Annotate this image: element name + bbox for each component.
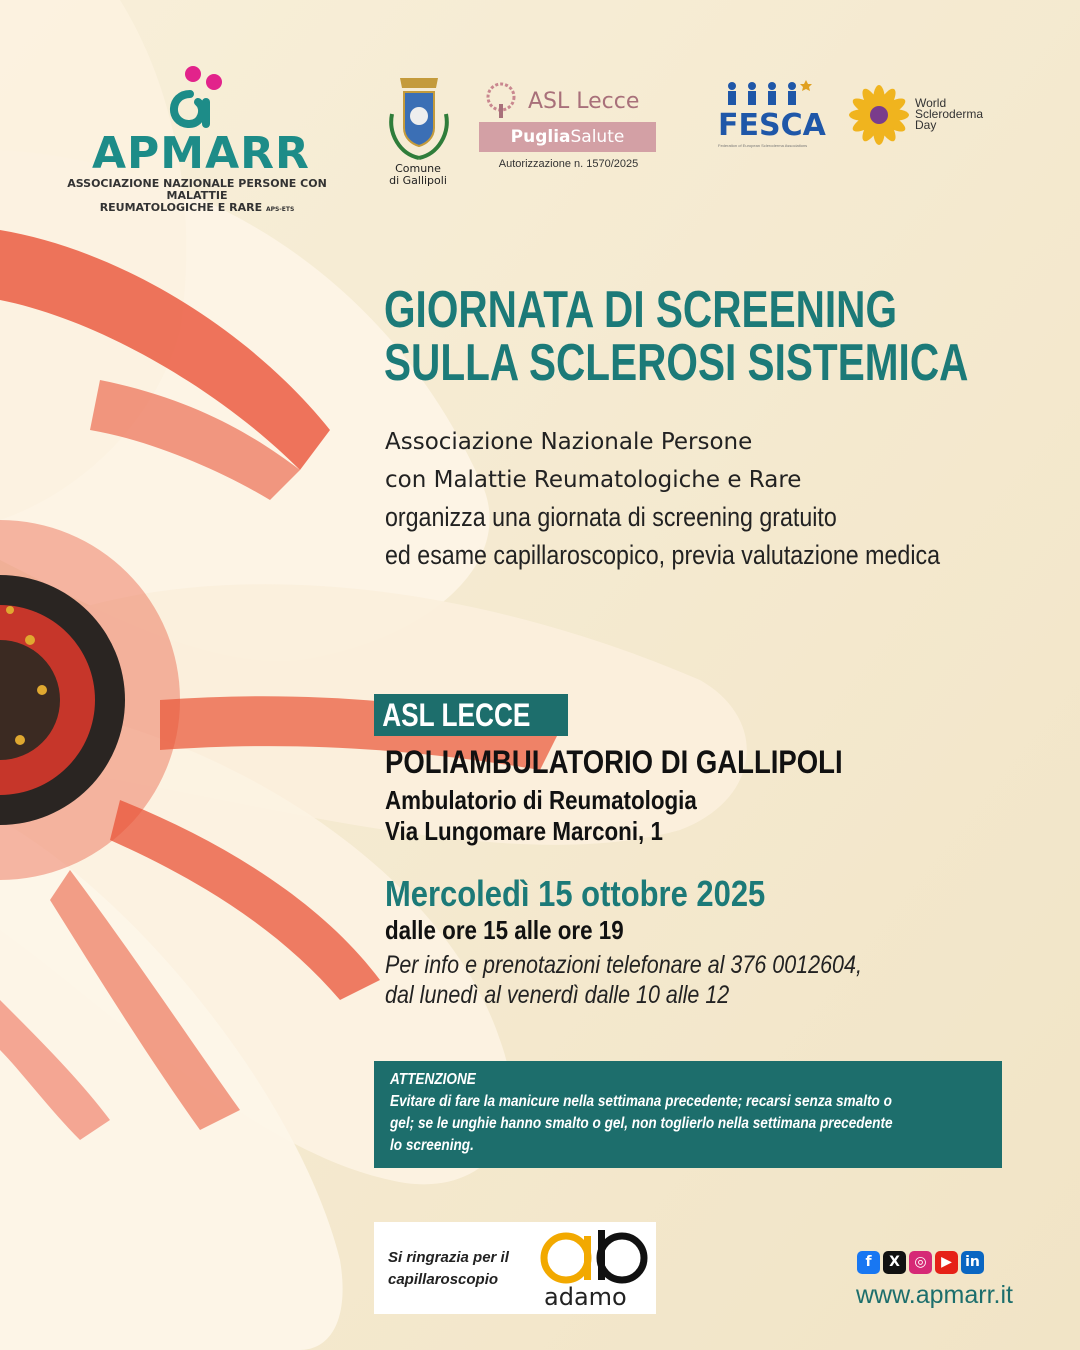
venue-department: Ambulatorio di Reumatologia	[385, 785, 697, 815]
asl-tag-label: ASL LECCE	[382, 697, 531, 733]
event-date: Mercoledì 15 ottobre 2025	[385, 873, 766, 914]
apmarr-subtitle-line2: REUMATOLOGICHE E RARE	[99, 201, 263, 214]
apmarr-name: APMARR	[92, 128, 310, 179]
comune-line1: Comune	[395, 162, 441, 175]
asl-tree-icon	[480, 82, 522, 120]
apmarr-aps-ets: APS-ETS	[265, 206, 295, 213]
assoc-line2: con Malattie Reumatologiche e Rare	[385, 467, 802, 493]
booking-info	[385, 950, 862, 1010]
org-line1: organizza una giornata di screening gratuito	[385, 502, 837, 532]
attention-line3: lo screening.	[390, 1137, 474, 1154]
attention-line2: gel; se le unghie hanno smalto o gel, non toglierlo nella settimana precedente	[390, 1115, 893, 1132]
sponsor-name: adamo	[544, 1283, 627, 1311]
social-links	[857, 1251, 987, 1274]
event-hours: dalle ore 15 alle ore 19	[385, 915, 624, 945]
assoc-line1: Associazione Nazionale Persone	[385, 429, 753, 455]
puglia-bold: Puglia	[510, 127, 571, 147]
venue-address: Via Lungomare Marconi, 1	[385, 816, 663, 846]
youtube-icon[interactable]: ▶	[935, 1251, 958, 1274]
info-line1: Per info e prenotazioni telefonare al 376 0012604,	[385, 951, 862, 979]
puglia-rest: Salute	[570, 127, 625, 147]
event-description	[385, 498, 940, 574]
sponsor-box	[374, 1222, 656, 1314]
wsd-line3: Day	[915, 118, 937, 132]
attention-heading: ATTENZIONE	[390, 1071, 476, 1088]
website-link[interactable]: www.apmarr.it	[856, 1281, 1013, 1309]
asl-lecce-name: ASL Lecce	[528, 89, 640, 114]
page-title	[384, 281, 969, 392]
x-icon[interactable]: X	[883, 1251, 906, 1274]
wsd-line1: World	[915, 96, 947, 110]
title-line2: SULLA SCLEROSI SISTEMICA	[384, 334, 969, 392]
comune-line2: di Gallipoli	[389, 174, 447, 187]
title-line1: GIORNATA DI SCREENING	[384, 281, 898, 339]
attention-line1: Evitare di fare la manicure nella settimana precedente; recarsi senza smalto o	[390, 1093, 892, 1110]
wsd-line2: Scleroderma	[915, 107, 984, 121]
authorization-number: Autorizzazione n. 1570/2025	[498, 158, 639, 170]
instagram-icon[interactable]: ◎	[909, 1251, 932, 1274]
world-scleroderma-day-flower-icon	[848, 84, 910, 146]
attention-box	[374, 1061, 1002, 1168]
linkedin-icon[interactable]: in	[961, 1251, 984, 1274]
facebook-icon[interactable]: f	[857, 1251, 880, 1274]
thanks-text	[388, 1247, 509, 1291]
thanks-line1: Si ringrazia per il	[388, 1249, 509, 1266]
adamo-logo-icon	[540, 1228, 650, 1286]
puglia-salute-logo	[479, 122, 656, 152]
org-line2: ed esame capillaroscopico, previa valutazione medica	[385, 540, 941, 570]
association-name	[385, 423, 801, 499]
apmarr-subtitle	[42, 178, 352, 216]
apmarr-people-icon	[160, 64, 240, 134]
info-line2: dal lunedì al venerdì dalle 10 alle 12	[385, 981, 730, 1009]
fesca-people-icon	[722, 78, 814, 108]
thanks-line2: capillaroscopio	[388, 1271, 499, 1288]
world-scleroderma-day-label	[915, 98, 983, 131]
fesca-subtitle: Federation of European Scleroderma Associations	[718, 143, 808, 148]
comune-label	[382, 163, 454, 187]
fesca-name: FESCA	[718, 108, 826, 143]
gallipoli-crest-icon	[386, 74, 452, 162]
asl-lecce-tag	[374, 694, 568, 736]
venue-name: POLIAMBULATORIO DI GALLIPOLI	[385, 744, 843, 780]
apmarr-subtitle-line1: ASSOCIAZIONE NAZIONALE PERSONE CON MALATTIE	[67, 177, 327, 202]
venue-details	[385, 785, 697, 847]
